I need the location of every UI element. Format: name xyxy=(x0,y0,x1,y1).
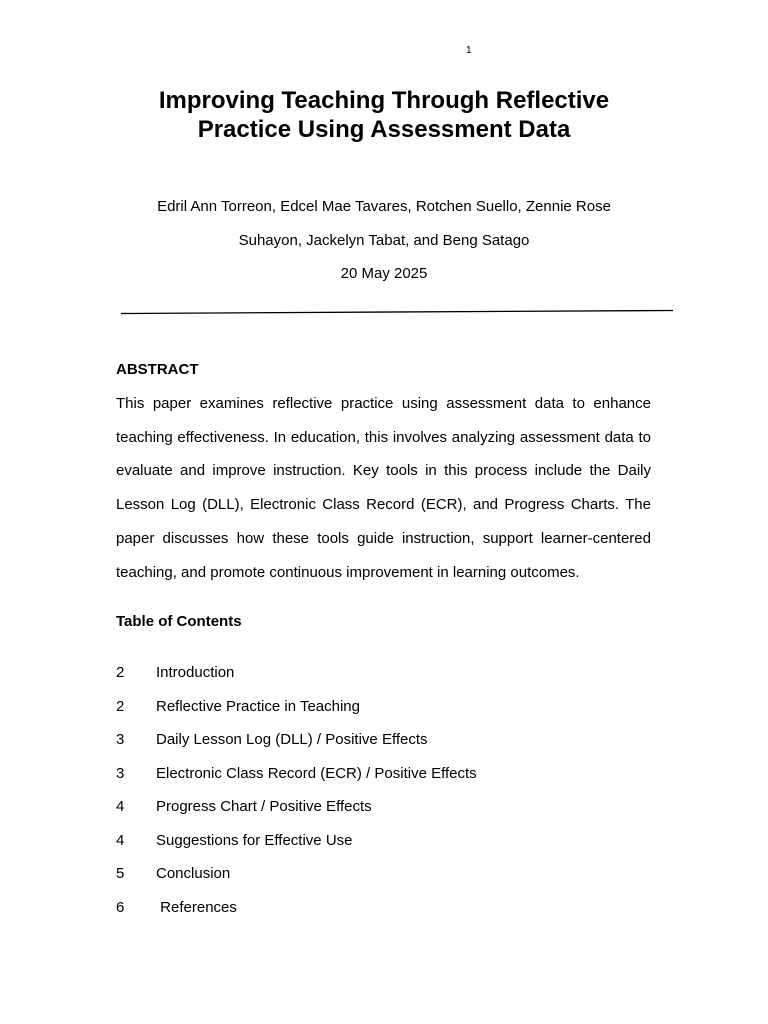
abstract-body: This paper examines reflective practice using assessment data to enhance teaching effectiveness. In education, this involves analyzing assessment data to evaluate and improve instruction. Key tools in this process include the Daily Lesson Log (DLL), Electronic Class Record (ECR), and Progress Charts. The paper discusses how these tools guide instruction, support learner-centered teaching, and promote continuous improvement in learning outcomes. xyxy=(116,395,651,581)
toc-entry-conclusion xyxy=(116,857,651,891)
toc-entry-title: Reflective Practice in Teaching xyxy=(156,697,360,715)
toc-entry-dll xyxy=(116,723,651,757)
toc-entry-references xyxy=(116,891,651,925)
toc-entry-title: Progress Chart / Positive Effects xyxy=(156,798,372,815)
table-of-contents xyxy=(116,656,651,924)
toc-page-number: 2 xyxy=(116,697,125,715)
title-line-1: Improving Teaching Through Reflective xyxy=(158,87,610,114)
publication-date: 20 May 2025 xyxy=(340,265,428,282)
toc-entry-reflective-practice xyxy=(116,690,651,724)
toc-entry-progress-chart xyxy=(116,790,651,824)
toc-page-number: 6 xyxy=(116,898,125,916)
toc-entry-title: Electronic Class Record (ECR) / Positive Effects xyxy=(156,764,477,782)
divider-line xyxy=(121,311,673,314)
authors-line-2: Suhayon, Jackelyn Tabat, and Beng Satago xyxy=(238,231,530,249)
toc-page-number: 4 xyxy=(116,798,125,815)
toc-entry-suggestions xyxy=(116,824,651,858)
toc-page-number: 4 xyxy=(116,831,125,849)
toc-entry-title: Suggestions for Effective Use xyxy=(156,831,353,849)
abstract-heading: ABSTRACT xyxy=(116,361,199,378)
toc-entry-ecr xyxy=(116,757,651,791)
toc-page-number: 5 xyxy=(116,865,125,882)
toc-entry-introduction xyxy=(116,656,651,690)
toc-heading: Table of Contents xyxy=(116,613,242,630)
toc-entry-title: Conclusion xyxy=(156,865,231,882)
page-number: 1 xyxy=(466,45,472,56)
toc-entry-title: Introduction xyxy=(156,664,235,681)
title-line-2: Practice Using Assessment Data xyxy=(197,116,571,143)
toc-entry-title: Daily Lesson Log (DLL) / Positive Effects xyxy=(156,731,428,748)
toc-page-number: 3 xyxy=(116,764,125,782)
horizontal-divider xyxy=(0,0,768,330)
authors-line-1: Edril Ann Torreon, Edcel Mae Tavares, Rotchen Suello, Zennie Rose xyxy=(157,198,611,215)
toc-page-number: 2 xyxy=(116,664,125,681)
toc-entry-title: References xyxy=(156,898,237,916)
toc-page-number: 3 xyxy=(116,731,125,748)
